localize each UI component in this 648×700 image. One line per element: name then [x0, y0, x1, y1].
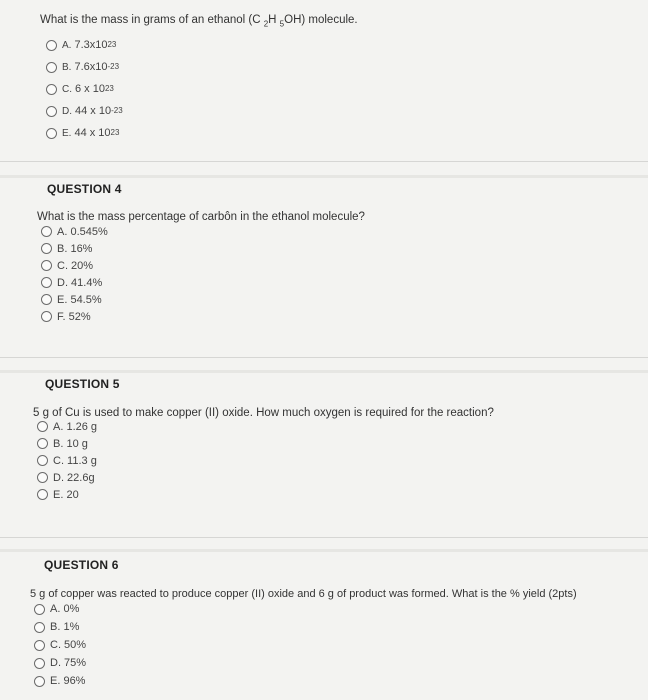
radio-button[interactable]: [41, 311, 52, 322]
option-label: E. 20: [53, 488, 79, 501]
q3-option-d[interactable]: D. 44 x 10 -23: [46, 100, 123, 122]
q4-option-list: [41, 223, 108, 325]
option-label: E. 54.5%: [57, 293, 102, 306]
option-label: C. 20%: [57, 259, 94, 272]
radio-button[interactable]: [34, 622, 45, 633]
option-label: A. 0.545%: [57, 225, 108, 238]
radio-button[interactable]: [46, 40, 57, 51]
q3-sub-1: 2: [263, 19, 269, 29]
radio-button[interactable]: [34, 658, 45, 669]
q4-option-d[interactable]: [41, 274, 108, 291]
option-label: A. 0%: [50, 603, 80, 615]
option-base: 44 x 10: [74, 127, 111, 139]
radio-button[interactable]: [37, 438, 48, 449]
radio-button[interactable]: [46, 84, 57, 95]
divider: [0, 370, 648, 373]
radio-button[interactable]: [34, 640, 45, 651]
q6-option-b[interactable]: [34, 618, 86, 636]
option-label: A.: [62, 39, 72, 51]
option-label: D. 41.4%: [57, 276, 103, 289]
divider: [0, 161, 648, 162]
radio-button[interactable]: [34, 604, 45, 615]
q5-option-e[interactable]: [37, 486, 97, 503]
divider: [0, 549, 648, 552]
radio-button[interactable]: [46, 106, 57, 117]
q5-option-a[interactable]: [37, 418, 97, 435]
question-3-text: [40, 14, 358, 29]
option-base: 6 x 10: [75, 83, 105, 95]
question-5-header: QUESTION 5: [45, 377, 120, 391]
q4-option-a[interactable]: [41, 223, 108, 240]
option-label: E.: [62, 127, 72, 139]
q3-option-c[interactable]: C. 6 x 10 23: [46, 78, 123, 100]
q5-option-c[interactable]: [37, 452, 97, 469]
radio-button[interactable]: [34, 676, 45, 687]
option-label: B. 1%: [50, 621, 80, 633]
q5-option-d[interactable]: [37, 469, 97, 486]
option-label: D.: [62, 105, 72, 117]
question-4-text: What is the mass percentage of carbôn in the ethanol molecule?: [37, 211, 365, 223]
option-label: E. 96%: [50, 675, 86, 687]
radio-button[interactable]: [41, 226, 52, 237]
q3-text-a: What is the mass in grams of an ethanol (C: [40, 14, 264, 26]
q6-option-list: [34, 600, 86, 690]
radio-button[interactable]: [37, 455, 48, 466]
question-6-text: 5 g of copper was reacted to produce copper (II) oxide and 6 g of product was formed. What is the % yield (2pts): [30, 588, 577, 600]
option-label: B. 10 g: [53, 437, 88, 450]
q4-option-f[interactable]: [41, 308, 108, 325]
option-label: C. 11.3 g: [53, 454, 97, 467]
option-label: D. 22.6g: [53, 471, 95, 484]
radio-button[interactable]: [37, 421, 48, 432]
option-label: D. 75%: [50, 657, 87, 669]
option-label: B. 16%: [57, 242, 93, 255]
option-base: 44 x 10: [75, 105, 112, 117]
q3-option-list: [46, 34, 123, 144]
q4-option-e[interactable]: [41, 291, 108, 308]
q5-option-list: [37, 418, 97, 503]
radio-button[interactable]: [41, 277, 52, 288]
radio-button[interactable]: [46, 128, 57, 139]
option-label: C.: [62, 83, 72, 95]
question-4-header: QUESTION 4: [47, 182, 122, 196]
divider: [0, 357, 648, 358]
radio-button[interactable]: [41, 294, 52, 305]
q4-option-b[interactable]: [41, 240, 108, 257]
radio-button[interactable]: [41, 260, 52, 271]
radio-button[interactable]: [41, 243, 52, 254]
radio-button[interactable]: [37, 472, 48, 483]
question-6-header: QUESTION 6: [44, 558, 119, 572]
q6-option-d[interactable]: [34, 654, 86, 672]
q3-text-c: OH) molecule.: [284, 14, 358, 26]
q3-option-e[interactable]: E. 44 x 10 23: [46, 122, 123, 144]
q3-text-b: H: [268, 14, 280, 26]
q3-sub-2: 5: [279, 19, 285, 29]
q6-option-c[interactable]: [34, 636, 86, 654]
q3-option-b[interactable]: B. 7.6x10 -23: [46, 56, 123, 78]
option-label: C. 50%: [50, 639, 87, 651]
question-5-text: 5 g of Cu is used to make copper (II) oxide. How much oxygen is required for the reaction?: [33, 407, 494, 419]
option-label: A. 1.26 g: [53, 420, 98, 433]
q3-option-a[interactable]: A. 7.3x10 23: [46, 34, 123, 56]
q6-option-a[interactable]: [34, 600, 86, 618]
divider: [0, 537, 648, 538]
q5-option-b[interactable]: [37, 435, 97, 452]
option-label: F. 52%: [57, 310, 91, 323]
radio-button[interactable]: [37, 489, 48, 500]
option-base: 7.6x10: [74, 61, 108, 73]
divider: [0, 175, 648, 178]
option-label: B.: [62, 61, 72, 73]
radio-button[interactable]: [46, 62, 57, 73]
q6-option-e[interactable]: [34, 672, 86, 690]
q4-option-c[interactable]: [41, 257, 108, 274]
option-base: 7.3x10: [74, 39, 108, 51]
